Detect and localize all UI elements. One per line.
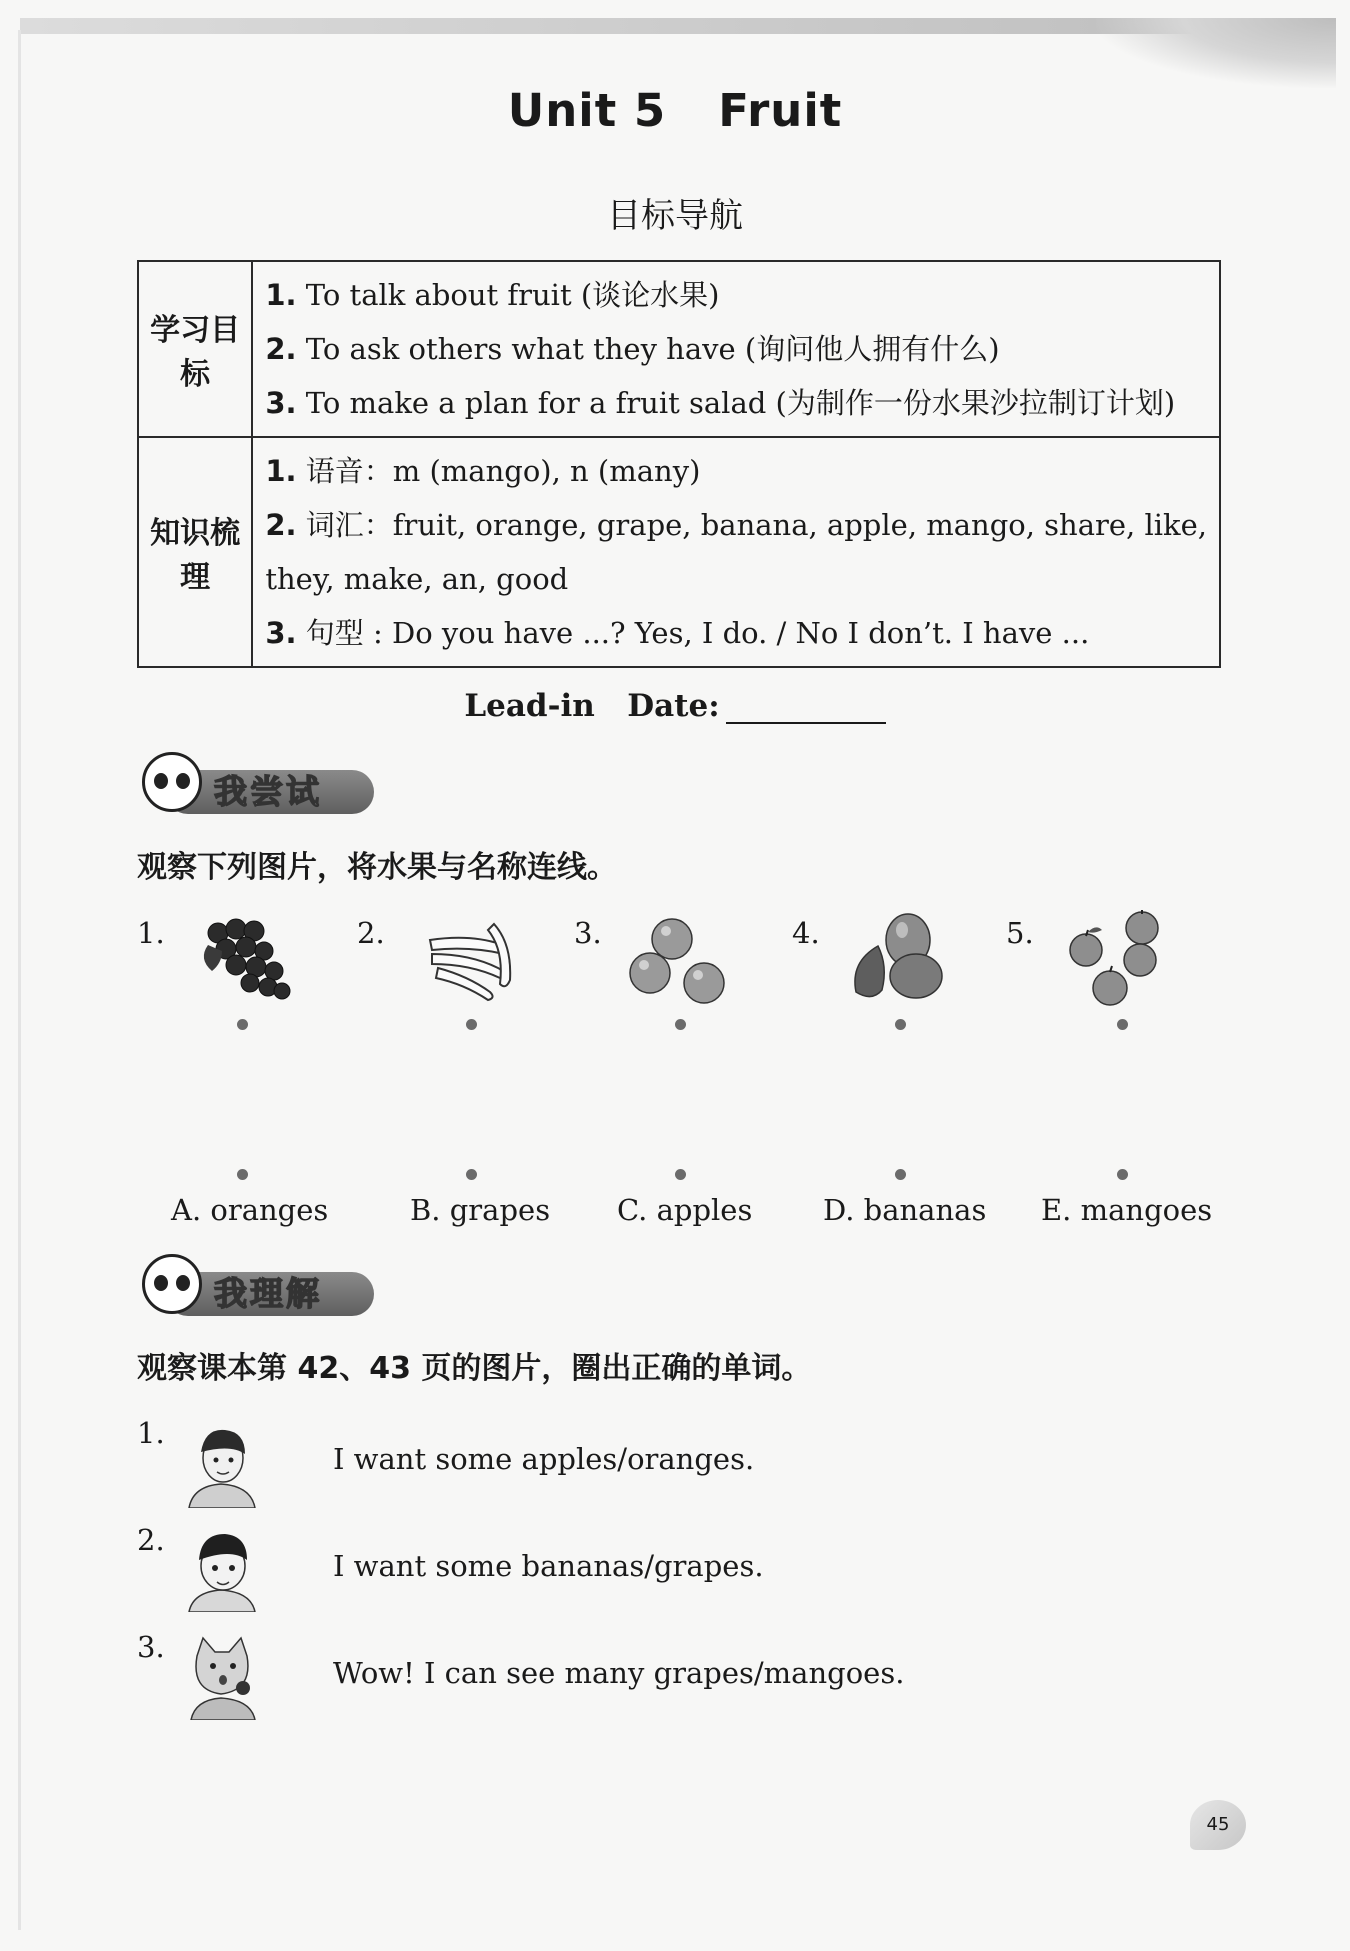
- goal-line: 3. To make a plan for a fruit salad (为制作一份水果沙拉制订计划): [265, 386, 1176, 420]
- match-dot[interactable]: [895, 1019, 906, 1030]
- goals-table: [137, 260, 1221, 668]
- goal-line: 1. To talk about fruit (谈论水果): [265, 278, 720, 312]
- section-badge-try: 我尝试: [136, 752, 378, 816]
- panda-icon: [142, 1254, 202, 1314]
- match-dot[interactable]: [895, 1169, 906, 1180]
- instruction-match: 观察下列图片，将水果与名称连线。: [137, 850, 617, 885]
- mangoes-icon: [846, 912, 946, 1008]
- match-dot[interactable]: [237, 1169, 248, 1180]
- fruit-word: E. mangoes: [1041, 1193, 1213, 1227]
- match-dot[interactable]: [466, 1169, 477, 1180]
- match-dot[interactable]: [466, 1019, 477, 1030]
- item-number: 4.: [792, 916, 820, 950]
- date-label: Date:: [627, 688, 720, 724]
- leadin-label: Lead-in: [464, 688, 595, 724]
- sentence: Wow! I can see many grapes/mangoes.: [333, 1656, 905, 1690]
- fruit-word: B. grapes: [410, 1193, 551, 1227]
- unit-topic: Fruit: [718, 84, 843, 137]
- instruction-circle: 观察课本第 42、43 页的图片，圈出正确的单词。: [137, 1351, 812, 1386]
- sentence: I want some bananas/grapes.: [333, 1549, 764, 1583]
- knowledge-line: 3. 句型 : Do you have ...? Yes, I do. / No I don’t. I have ...: [265, 616, 1090, 650]
- fruit-word: D. bananas: [823, 1193, 987, 1227]
- item-number: 3.: [574, 916, 602, 950]
- section-badge-understand: 我理解: [136, 1254, 378, 1318]
- unit-number: Unit 5: [507, 84, 667, 137]
- section-heading: 目标导航: [607, 196, 743, 236]
- boy-avatar-icon: [183, 1424, 261, 1508]
- fruit-word: A. oranges: [171, 1193, 329, 1227]
- match-dot[interactable]: [675, 1169, 686, 1180]
- page-edge: [18, 30, 21, 1930]
- knowledge-line: they, make, an, good: [265, 562, 569, 596]
- goal-line: 2. To ask others what they have (询问他人拥有什么): [265, 332, 1000, 366]
- page-curl-decor: [1096, 18, 1336, 88]
- item-number: 2.: [357, 916, 385, 950]
- match-dot[interactable]: [675, 1019, 686, 1030]
- item-number: 1.: [137, 916, 165, 950]
- row-body-objectives: [252, 261, 1220, 437]
- item-number: 5.: [1006, 916, 1034, 950]
- grapes-icon: [196, 915, 296, 1005]
- match-dot[interactable]: [237, 1019, 248, 1030]
- fruit-word: C. apples: [617, 1193, 753, 1227]
- row-body-knowledge: [252, 437, 1220, 667]
- unit-title: [0, 84, 1350, 137]
- bananas-icon: [424, 918, 524, 1004]
- match-dot[interactable]: [1117, 1169, 1128, 1180]
- oranges-icon: [628, 917, 728, 1007]
- leadin-line: [0, 688, 1350, 724]
- goals-row-objectives: [138, 261, 1220, 437]
- date-blank[interactable]: [726, 692, 886, 724]
- sentence: I want some apples/oranges.: [333, 1442, 755, 1476]
- boy-avatar-icon: [183, 1528, 261, 1612]
- match-dot[interactable]: [1117, 1019, 1128, 1030]
- row-head-objectives: 学习目标: [138, 261, 252, 437]
- apples-icon: [1066, 910, 1166, 1008]
- item-number: 1.: [137, 1416, 165, 1450]
- knowledge-line: 2. 词汇：fruit, orange, grape, banana, apple, mango, share, like,: [265, 508, 1207, 542]
- goals-row-knowledge: [138, 437, 1220, 667]
- page-number: 45: [1190, 1800, 1246, 1850]
- panda-icon: [142, 752, 202, 812]
- item-number: 3.: [137, 1630, 165, 1664]
- item-number: 2.: [137, 1523, 165, 1557]
- knowledge-line: 1. 语音：m (mango), n (many): [265, 454, 701, 488]
- cat-avatar-icon: [183, 1636, 261, 1720]
- row-head-knowledge: 知识梳理: [138, 437, 252, 667]
